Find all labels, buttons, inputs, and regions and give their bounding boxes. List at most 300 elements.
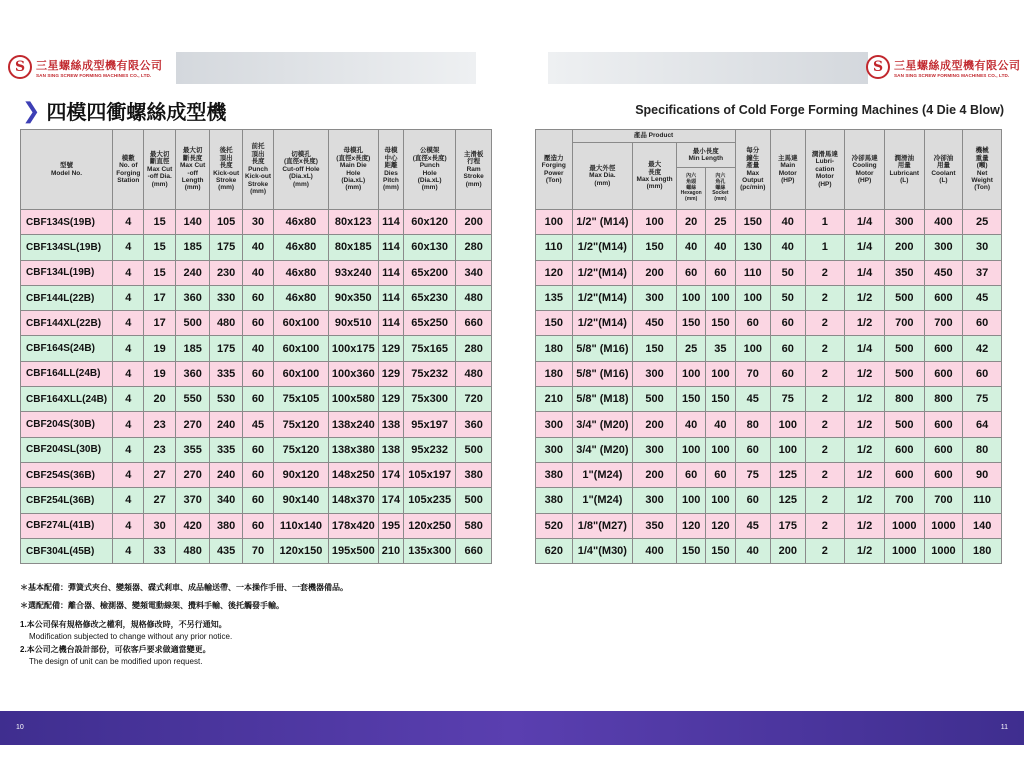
model-cell: CBF204S(30B) <box>21 412 113 437</box>
model-cell: CBF254S(36B) <box>21 462 113 487</box>
table-cell: 129 <box>378 361 403 386</box>
table-cell: 4 <box>113 336 144 361</box>
table-cell: 4 <box>113 210 144 235</box>
table-cell: 70 <box>735 361 771 386</box>
left-row <box>21 538 492 563</box>
table-cell: 60 <box>963 361 1002 386</box>
table-cell: 23 <box>144 412 175 437</box>
table-cell: 500 <box>884 285 924 310</box>
note-standard-equipment: ＊基本配備：彈簧式夾台、變頻器、碟式剎車、成品輸送帶、一本操作手冊、一套機器備品。 <box>20 583 348 592</box>
table-cell: 2 <box>805 336 845 361</box>
table-cell: 185 <box>175 235 210 260</box>
table-cell: 355 <box>175 437 210 462</box>
table-cell: 60 <box>706 260 735 285</box>
table-cell: 174 <box>378 462 403 487</box>
table-cell: 120 <box>677 513 706 538</box>
title-cn-text: 四模四衝螺絲成型機 <box>46 102 227 124</box>
table-cell: 40 <box>242 235 273 260</box>
table-cell: 40 <box>706 412 735 437</box>
table-cell: 100 <box>706 437 735 462</box>
table-cell: 1/2"(M14) <box>572 285 633 310</box>
table-cell: 110 <box>536 235 573 260</box>
table-cell: 500 <box>456 437 492 462</box>
table-cell: 60 <box>242 285 273 310</box>
right-row <box>536 538 1002 563</box>
table-cell: 1/2 <box>845 412 885 437</box>
table-cell: 150 <box>677 387 706 412</box>
table-cell: 1/4 <box>845 336 885 361</box>
table-cell: 100 <box>677 285 706 310</box>
table-cell: 19 <box>144 361 175 386</box>
table-cell: 150 <box>706 538 735 563</box>
table-cell: 25 <box>706 210 735 235</box>
right-row <box>536 513 1002 538</box>
right-row <box>536 361 1002 386</box>
brand-mark-icon: S <box>8 55 32 79</box>
left-row <box>21 260 492 285</box>
table-cell: 435 <box>210 538 242 563</box>
table-cell: 15 <box>144 210 175 235</box>
table-cell: 240 <box>210 412 242 437</box>
header-cell: 切模孔 (直徑x長度) Cut-off Hole (Dia.xL) (mm) <box>274 130 328 210</box>
table-cell: 1"(M24) <box>572 462 633 487</box>
table-cell: 1/2 <box>845 285 885 310</box>
table-cell: 4 <box>113 538 144 563</box>
model-cell: CBF144L(22B) <box>21 285 113 310</box>
table-cell: 420 <box>175 513 210 538</box>
table-cell: 600 <box>924 361 963 386</box>
table-cell: 40 <box>771 235 805 260</box>
table-cell: 178x420 <box>328 513 378 538</box>
table-cell: 4 <box>113 361 144 386</box>
table-cell: 100 <box>771 412 805 437</box>
table-cell: 46x80 <box>274 210 328 235</box>
note-2-en: The design of unit can be modified upon request. <box>29 656 203 666</box>
table-cell: 180 <box>536 361 573 386</box>
table-cell: 380 <box>536 488 573 513</box>
note-1-cn: 1.本公司保有規格修改之權利，規格修改時，不另行通知。 <box>20 619 227 629</box>
table-cell: 27 <box>144 462 175 487</box>
table-cell: 120 <box>706 513 735 538</box>
table-cell: 800 <box>924 387 963 412</box>
table-cell: 4 <box>113 285 144 310</box>
table-cell: 350 <box>633 513 677 538</box>
table-cell: 2 <box>805 437 845 462</box>
header-cell: 潤滑馬達 Lubri- cation Motor (HP) <box>805 130 845 210</box>
table-cell: 23 <box>144 437 175 462</box>
table-cell: 700 <box>884 488 924 513</box>
table-cell: 35 <box>706 336 735 361</box>
table-cell: 1 <box>805 210 845 235</box>
table-cell: 100 <box>677 437 706 462</box>
brand-name-cn: 三星螺絲成型機有限公司 <box>894 59 1021 72</box>
left-header-row <box>21 130 492 210</box>
table-cell: 60 <box>771 336 805 361</box>
table-cell: 1/2"(M14) <box>572 260 633 285</box>
table-cell: 200 <box>633 462 677 487</box>
right-row <box>536 437 1002 462</box>
table-cell: 600 <box>884 437 924 462</box>
page-number-right: 11 <box>1000 724 1008 731</box>
table-cell: 110 <box>735 260 771 285</box>
table-cell: 2 <box>805 412 845 437</box>
table-cell: 2 <box>805 361 845 386</box>
page-title-en: Specifications of Cold Forge Forming Machines (4 Die 4 Blow) <box>635 103 1004 117</box>
table-cell: 46x80 <box>274 285 328 310</box>
table-cell: 150 <box>536 311 573 336</box>
table-cell: 1/2" (M14) <box>572 210 633 235</box>
table-cell: 4 <box>113 513 144 538</box>
table-cell: 500 <box>884 361 924 386</box>
table-cell: 75x165 <box>404 336 456 361</box>
header-cell: 最大切 斷直徑 Max Cut -off Dia. (mm) <box>144 130 175 210</box>
table-cell: 46x80 <box>274 260 328 285</box>
table-cell: 80 <box>735 412 771 437</box>
table-cell: 700 <box>924 311 963 336</box>
table-cell: 90x140 <box>274 488 328 513</box>
header-cell: 壓造力 Forging Power (Ton) <box>536 130 573 210</box>
table-cell: 200 <box>633 412 677 437</box>
table-cell: 360 <box>456 412 492 437</box>
table-cell: 370 <box>175 488 210 513</box>
brand-logo-left <box>8 55 163 79</box>
table-cell: 114 <box>378 260 403 285</box>
header-band-left <box>176 52 476 84</box>
model-cell: CBF144XL(22B) <box>21 311 113 336</box>
header-cell: 後托 頂出 長度 Kick-out Stroke (mm) <box>210 130 242 210</box>
table-cell: 210 <box>378 538 403 563</box>
brand-name-cn: 三星螺絲成型機有限公司 <box>36 59 163 72</box>
table-cell: 100 <box>677 361 706 386</box>
table-cell: 340 <box>456 260 492 285</box>
table-cell: 75 <box>735 462 771 487</box>
table-cell: 138 <box>378 412 403 437</box>
left-row <box>21 437 492 462</box>
table-cell: 1000 <box>924 513 963 538</box>
table-cell: 150 <box>633 235 677 260</box>
table-cell: 1/4 <box>845 260 885 285</box>
table-cell: 93x240 <box>328 260 378 285</box>
table-cell: 2 <box>805 513 845 538</box>
table-cell: 100 <box>771 437 805 462</box>
table-cell: 60 <box>242 462 273 487</box>
table-cell: 480 <box>456 285 492 310</box>
header-cell: 主滑板 行程 Ram Stroke (mm) <box>456 130 492 210</box>
table-cell: 45 <box>242 412 273 437</box>
footer-band <box>0 711 1024 745</box>
brand-name-en: SAN SING SCREW FORMING MACHINES CO., LTD. <box>36 72 152 78</box>
table-cell: 1/2 <box>845 488 885 513</box>
model-cell: CBF134SL(19B) <box>21 235 113 260</box>
table-cell: 45 <box>735 513 771 538</box>
spec-table-right <box>535 129 1002 564</box>
table-cell: 90x510 <box>328 311 378 336</box>
table-cell: 1/2 <box>845 437 885 462</box>
table-cell: 60 <box>242 387 273 412</box>
table-cell: 480 <box>456 361 492 386</box>
table-cell: 90x350 <box>328 285 378 310</box>
table-cell: 100x175 <box>328 336 378 361</box>
table-cell: 105x235 <box>404 488 456 513</box>
table-cell: 25 <box>963 210 1002 235</box>
table-cell: 75x120 <box>274 437 328 462</box>
table-cell: 50 <box>771 285 805 310</box>
header-cell: 機械 重量 (噸) Net Weight (Ton) <box>963 130 1002 210</box>
table-cell: 20 <box>677 210 706 235</box>
table-cell: 138x240 <box>328 412 378 437</box>
table-cell: 45 <box>735 387 771 412</box>
note-2-cn: 2.本公司之機台設計部份，可依客戶要求做適當變更。 <box>20 644 211 654</box>
table-cell: 660 <box>456 538 492 563</box>
table-cell: 100 <box>633 210 677 235</box>
table-cell: 450 <box>924 260 963 285</box>
table-cell: 1/2 <box>845 462 885 487</box>
table-cell: 60 <box>735 437 771 462</box>
table-cell: 114 <box>378 235 403 260</box>
right-row <box>536 336 1002 361</box>
table-cell: 4 <box>113 235 144 260</box>
table-cell: 240 <box>210 462 242 487</box>
table-cell: 65x230 <box>404 285 456 310</box>
left-row <box>21 285 492 310</box>
table-cell: 1000 <box>924 538 963 563</box>
left-row <box>21 387 492 412</box>
table-cell: 114 <box>378 311 403 336</box>
table-cell: 100x360 <box>328 361 378 386</box>
table-cell: 175 <box>210 336 242 361</box>
table-cell: 114 <box>378 285 403 310</box>
table-cell: 600 <box>924 462 963 487</box>
table-cell: 180 <box>536 336 573 361</box>
table-cell: 1/2 <box>845 311 885 336</box>
table-cell: 300 <box>633 361 677 386</box>
left-row <box>21 412 492 437</box>
table-cell: 120x250 <box>404 513 456 538</box>
table-cell: 40 <box>706 235 735 260</box>
table-cell: 60 <box>735 488 771 513</box>
table-cell: 1000 <box>884 538 924 563</box>
table-cell: 1/2 <box>845 361 885 386</box>
header-cell: 最大外徑 Max Dia. (mm) <box>572 143 633 210</box>
header-cell: 內六 角孔 螺絲 Socket (mm) <box>706 168 735 210</box>
table-cell: 75 <box>963 387 1002 412</box>
note-optional-equipment: ＊選配配備：離合器、檢測器、變頻電動線架、攪料手輸、後托觸發手輸。 <box>20 601 284 611</box>
header-cell: 前托 頂出 長度 Punch Kick-out Stroke (mm) <box>242 130 273 210</box>
table-cell: 150 <box>735 210 771 235</box>
table-cell: 330 <box>210 285 242 310</box>
table-cell: 300 <box>633 285 677 310</box>
table-cell: 135 <box>536 285 573 310</box>
table-cell: 65x250 <box>404 311 456 336</box>
table-cell: 60 <box>735 311 771 336</box>
table-cell: 40 <box>771 210 805 235</box>
table-cell: 700 <box>924 488 963 513</box>
table-cell: 37 <box>963 260 1002 285</box>
table-cell: 600 <box>924 285 963 310</box>
table-cell: 600 <box>924 336 963 361</box>
table-cell: 19 <box>144 336 175 361</box>
table-cell: 500 <box>456 488 492 513</box>
table-cell: 5/8" (M18) <box>572 387 633 412</box>
table-cell: 110x140 <box>274 513 328 538</box>
table-cell: 20 <box>144 387 175 412</box>
table-cell: 230 <box>210 260 242 285</box>
table-cell: 15 <box>144 235 175 260</box>
table-cell: 1/2 <box>845 513 885 538</box>
table-cell: 100 <box>677 488 706 513</box>
table-cell: 3/4" (M20) <box>572 412 633 437</box>
header-cell: 最小長度 Min Length <box>677 143 736 168</box>
table-cell: 720 <box>456 387 492 412</box>
table-cell: 195 <box>378 513 403 538</box>
right-row <box>536 285 1002 310</box>
table-cell: 100 <box>706 488 735 513</box>
table-cell: 200 <box>884 235 924 260</box>
table-cell: 2 <box>805 488 845 513</box>
table-cell: 1/2"(M14) <box>572 235 633 260</box>
header-cell: 模數 No. of Forging Station <box>113 130 144 210</box>
table-cell: 60 <box>242 513 273 538</box>
left-row <box>21 210 492 235</box>
right-row <box>536 235 1002 260</box>
page-number-left: 10 <box>16 724 24 731</box>
table-cell: 60 <box>242 311 273 336</box>
header-cell: 最大切 斷長度 Max Cut -off Length (mm) <box>175 130 210 210</box>
table-cell: 150 <box>677 538 706 563</box>
table-cell: 340 <box>210 488 242 513</box>
table-cell: 150 <box>706 311 735 336</box>
table-cell: 60 <box>677 260 706 285</box>
table-cell: 60 <box>242 488 273 513</box>
table-cell: 270 <box>175 412 210 437</box>
table-cell: 4 <box>113 437 144 462</box>
table-cell: 350 <box>884 260 924 285</box>
left-row <box>21 235 492 260</box>
table-cell: 4 <box>113 260 144 285</box>
table-cell: 185 <box>175 336 210 361</box>
table-cell: 550 <box>175 387 210 412</box>
model-cell: CBF304L(45B) <box>21 538 113 563</box>
table-cell: 60x100 <box>274 361 328 386</box>
table-cell: 280 <box>456 235 492 260</box>
spec-table-left <box>20 129 492 564</box>
table-cell: 2 <box>805 311 845 336</box>
table-cell: 270 <box>175 462 210 487</box>
table-cell: 175 <box>210 235 242 260</box>
model-cell: CBF254L(36B) <box>21 488 113 513</box>
page-title-cn <box>22 96 226 125</box>
left-row <box>21 361 492 386</box>
left-row <box>21 488 492 513</box>
brand-mark-icon: S <box>866 55 890 79</box>
table-cell: 300 <box>884 210 924 235</box>
table-cell: 40 <box>242 260 273 285</box>
table-cell: 110 <box>963 488 1002 513</box>
table-cell: 95x232 <box>404 437 456 462</box>
table-cell: 2 <box>805 285 845 310</box>
table-cell: 4 <box>113 462 144 487</box>
table-cell: 1/4 <box>845 235 885 260</box>
header-band-right <box>548 52 868 84</box>
table-cell: 335 <box>210 437 242 462</box>
table-cell: 60x120 <box>404 210 456 235</box>
table-cell: 45 <box>963 285 1002 310</box>
header-cell: 型號 Model No. <box>21 130 113 210</box>
header-cell: 產品 Product <box>572 130 735 143</box>
note-1-en: Modification subjected to change without any prior notice. <box>29 632 233 642</box>
table-cell: 46x80 <box>274 235 328 260</box>
left-row <box>21 513 492 538</box>
table-cell: 1/2 <box>845 538 885 563</box>
table-cell: 200 <box>771 538 805 563</box>
table-cell: 360 <box>175 285 210 310</box>
table-cell: 480 <box>210 311 242 336</box>
table-cell: 30 <box>144 513 175 538</box>
table-cell: 50 <box>771 260 805 285</box>
table-cell: 135x300 <box>404 538 456 563</box>
model-cell: CBF204SL(30B) <box>21 437 113 462</box>
table-cell: 60x100 <box>274 336 328 361</box>
table-cell: 5/8" (M16) <box>572 361 633 386</box>
table-cell: 800 <box>884 387 924 412</box>
table-cell: 300 <box>536 412 573 437</box>
chevron-right-icon: ❯ <box>22 97 41 123</box>
table-cell: 150 <box>706 387 735 412</box>
table-cell: 105x197 <box>404 462 456 487</box>
right-row <box>536 311 1002 336</box>
header-cell: 主馬達 Main Motor (HP) <box>771 130 805 210</box>
table-cell: 4 <box>113 488 144 513</box>
table-cell: 300 <box>536 437 573 462</box>
table-cell: 1/2"(M14) <box>572 311 633 336</box>
table-cell: 100x580 <box>328 387 378 412</box>
header-cell: 內六 角頭 螺絲 Hexagon (mm) <box>677 168 706 210</box>
notes-section <box>20 582 348 668</box>
table-cell: 129 <box>378 387 403 412</box>
right-row <box>536 260 1002 285</box>
table-cell: 100 <box>735 336 771 361</box>
table-cell: 114 <box>378 210 403 235</box>
table-cell: 60 <box>242 361 273 386</box>
table-cell: 3/4" (M20) <box>572 437 633 462</box>
table-cell: 580 <box>456 513 492 538</box>
table-cell: 17 <box>144 311 175 336</box>
table-cell: 129 <box>378 336 403 361</box>
table-cell: 200 <box>456 210 492 235</box>
table-cell: 200 <box>633 260 677 285</box>
table-cell: 500 <box>175 311 210 336</box>
table-cell: 75x232 <box>404 361 456 386</box>
table-cell: 100 <box>735 285 771 310</box>
table-cell: 60 <box>242 437 273 462</box>
table-cell: 1"(M24) <box>572 488 633 513</box>
table-cell: 60 <box>706 462 735 487</box>
table-cell: 75x120 <box>274 412 328 437</box>
table-cell: 180 <box>963 538 1002 563</box>
table-cell: 100 <box>706 285 735 310</box>
right-header-row-1 <box>536 130 1002 143</box>
table-cell: 125 <box>771 462 805 487</box>
header-cell: 公模架 (直徑x長度) Punch Hole (Dia.xL) (mm) <box>404 130 456 210</box>
table-cell: 138 <box>378 437 403 462</box>
model-cell: CBF134S(19B) <box>21 210 113 235</box>
table-cell: 80 <box>963 437 1002 462</box>
table-cell: 5/8" (M16) <box>572 336 633 361</box>
table-cell: 120x150 <box>274 538 328 563</box>
table-cell: 174 <box>378 488 403 513</box>
table-cell: 100 <box>536 210 573 235</box>
table-cell: 480 <box>175 538 210 563</box>
